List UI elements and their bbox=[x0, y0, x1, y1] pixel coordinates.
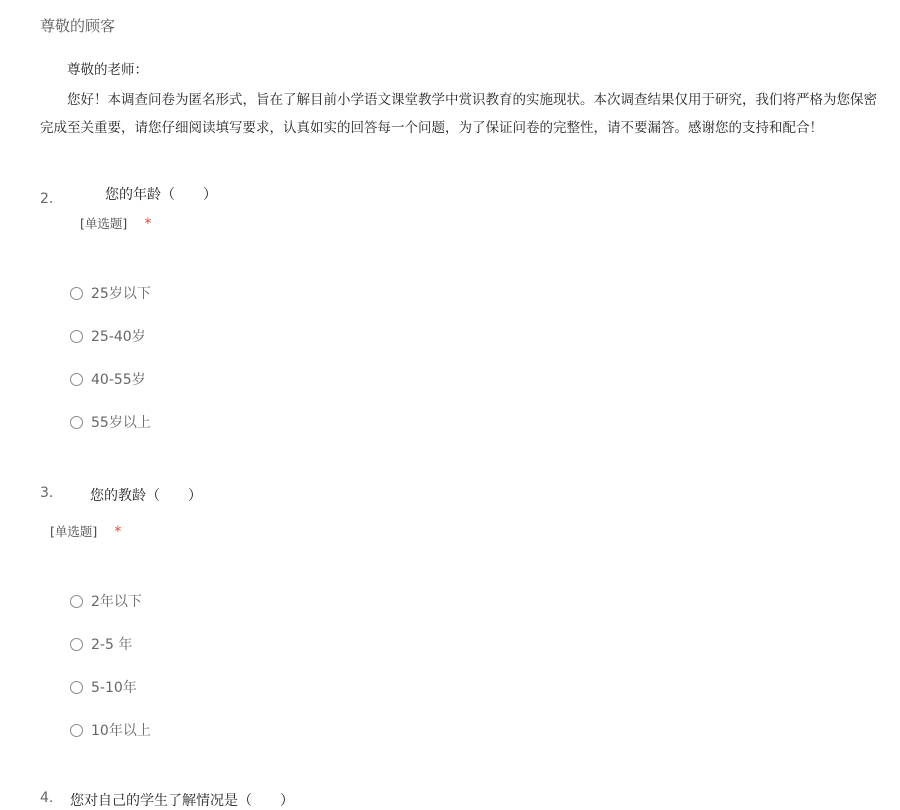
question-meta bbox=[80, 213, 151, 232]
option-radio[interactable] bbox=[70, 412, 151, 432]
radio-circle-icon[interactable] bbox=[70, 287, 83, 300]
option-label: 25-40岁 bbox=[91, 329, 146, 345]
option-label: 55岁以上 bbox=[91, 415, 151, 431]
radio-circle-icon[interactable] bbox=[70, 681, 83, 694]
question-title: 您对自己的学生了解情况是（ ） bbox=[70, 793, 294, 809]
option-label: 10年以上 bbox=[91, 723, 151, 739]
question-number: 3. bbox=[40, 485, 54, 501]
question-number: 4. bbox=[40, 790, 54, 806]
radio-circle-icon[interactable] bbox=[70, 330, 83, 343]
radio-circle-icon[interactable] bbox=[70, 638, 83, 651]
intro-paragraph-line2: 完成至关重要，请您仔细阅读填写要求，认真如实的回答每一个问题，为了保证问卷的完整性，请不要漏答。感谢您的支持和配合！ bbox=[40, 120, 823, 136]
radio-circle-icon[interactable] bbox=[70, 595, 83, 608]
option-label: 25岁以下 bbox=[91, 286, 151, 302]
required-marker: * bbox=[144, 216, 152, 232]
question-number: 2. bbox=[40, 191, 54, 207]
radio-circle-icon[interactable] bbox=[70, 724, 83, 737]
option-label: 40-55岁 bbox=[91, 372, 146, 388]
question-type-label: [单选题] bbox=[50, 524, 98, 539]
option-label: 2-5 年 bbox=[91, 637, 133, 653]
question-meta bbox=[50, 521, 121, 540]
radio-circle-icon[interactable] bbox=[70, 416, 83, 429]
option-label: 2年以下 bbox=[91, 594, 142, 610]
option-radio[interactable] bbox=[70, 369, 146, 389]
option-radio[interactable] bbox=[70, 326, 146, 346]
option-radio[interactable] bbox=[70, 720, 151, 740]
option-label: 5-10年 bbox=[91, 680, 137, 696]
intro-paragraph-line1: 您好！本调查问卷为匿名形式，旨在了解目前小学语文课堂教学中赏识教育的实施现状。本次调查结果仅用于研究，我们将严格为您保密 bbox=[67, 92, 877, 108]
question-title: 您的年龄（ ） bbox=[105, 187, 217, 203]
radio-circle-icon[interactable] bbox=[70, 373, 83, 386]
question-type-label: [单选题] bbox=[80, 216, 128, 231]
option-radio[interactable] bbox=[70, 634, 132, 654]
required-marker: * bbox=[114, 524, 122, 540]
page-title: 尊敬的顾客 bbox=[40, 17, 116, 35]
option-radio[interactable] bbox=[70, 591, 142, 611]
option-radio[interactable] bbox=[70, 677, 137, 697]
question-title: 您的教龄（ ） bbox=[90, 488, 202, 504]
option-radio[interactable] bbox=[70, 283, 151, 303]
intro-greeting: 尊敬的老师： bbox=[67, 62, 148, 78]
